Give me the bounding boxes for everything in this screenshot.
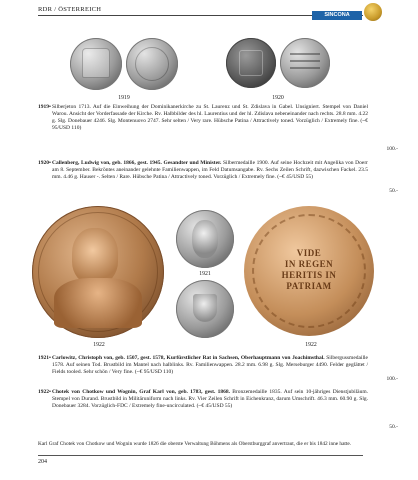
- page-number: 204: [38, 459, 47, 465]
- medal-1921-reverse: [176, 280, 234, 338]
- lot-1922: [38, 389, 398, 430]
- lot-number: 1920•: [38, 160, 51, 166]
- lot-description: Silberjeton 1713. Auf die Einweihung der Dominikanerkirche zu St. Laurenz und St. Zdislava in Gabel. Unsigniert. Stempel von Daniel Warou. Ansicht der Vorderfassade der Kirche. Rv. Halbbilder des hl. Laurentius und der hl. Zdislava nebeneinander nach rechts. 28.8 mm. 4.22 g. Slg. Donebauer 4246. Slg. Montenuovo 2747. Sehr selten / Very rare. Hübsche Patina / Attractively toned. Vorzüglich / Extremely fine. (~€ 95/USD 110): [52, 104, 368, 132]
- coin-1919-obverse: [70, 38, 122, 90]
- coat-of-arms-icon: [193, 294, 217, 322]
- lot-number: 1919•: [38, 104, 51, 110]
- medal-inscription: VIDE IN REGEN HERITIS IN PATRIAM: [281, 248, 337, 291]
- coin-1919-reverse: [126, 38, 178, 90]
- lot-1919: [38, 104, 398, 152]
- lot-1921: [38, 355, 398, 382]
- caption-1922-left: 1922: [93, 342, 105, 348]
- page-header: [0, 0, 418, 22]
- caption-1920: 1920: [272, 95, 284, 101]
- medal-1922-reverse: [244, 206, 374, 336]
- caption-1922-right: 1922: [305, 342, 317, 348]
- medal-1921-obverse: [176, 210, 234, 268]
- coin-1920-obverse: [226, 38, 276, 88]
- caption-1919: 1919: [118, 95, 130, 101]
- lot-title: Carlowitz, Christoph von, geb. 1507, gest. 1578, Kurfürstlicher Rat in Sachsen, Oberhauptmann von Joachimsthal.: [52, 355, 325, 361]
- lot-number: 1921•: [38, 355, 51, 361]
- portrait-head: [72, 228, 118, 284]
- lot-price: 100.-: [386, 146, 398, 152]
- caption-1921: 1921: [199, 271, 211, 277]
- lot-1920: [38, 160, 398, 194]
- lot-description: Silbermedaille 1900. Auf seine Hochzeit mit Angelika von Doerr am 8. September. Bekröntes aneinander gelehnte Familienwappen, im Feld Datumsangabe. Rv. Sechs Zeilen Schrift, dazwischen Fackel. 23.5 mm. 4.46 g. Hauser -. Selten / Rare. Hübsche Patina / Attractively toned. Vorzüglich / Extremely fine. (~€ 45/USD 55): [52, 160, 369, 181]
- lot-description: Silbergussmedaille 1578. Auf seinen Tod. Brustbild im Mantel nach halblinks. Rv. Familienwappen. 28.2 mm. 6.98 g. Slg. Merseburger 4490. Felder geglättet / Fields tooled. Sehr schön / Very fine. (~€ 95/USD 110): [52, 355, 368, 376]
- portrait-bust: [54, 278, 142, 328]
- lot-price: 100.-: [386, 376, 398, 382]
- lot-title: Callenberg, Ludwig von, geb. 1866, gest. 1945. Gesandter und Minister.: [52, 160, 222, 166]
- section-title: RDR / ÖSTERREICH: [38, 6, 102, 13]
- coin-1920-reverse: [280, 38, 330, 88]
- footer-rule: [38, 455, 363, 456]
- medal-1922-obverse: [32, 206, 164, 338]
- lot-price: 50.-: [389, 424, 398, 430]
- gold-coin-icon: [364, 3, 382, 21]
- lot-description: Bronzemedaille 1835. Auf sein 10-jähriges Dienstjubiläum. Stempel von Durand. Brustbild in Militäruniform nach links. Rv. Vier Zeilen Schrift in Eichenkranz, darum Umschrift. 46.3 mm. 60.90 g. Slg. Donebauer 3284. Vorzüglich-FDC / Extremely fine-uncirculated. (~€ 45/USD 55): [52, 389, 368, 410]
- lot-note: Karl Graf Chotek von Chotkow und Wognin wurde 1826 die oberste Verwaltung Böhmens als Oberstburggraf anvertraut, die er bis 1842 inne hatte.: [38, 441, 352, 447]
- brand-logo: SINCONA: [312, 11, 362, 20]
- lot-number: 1922•: [38, 389, 51, 395]
- lot-title: Chotek von Chotkow und Wognin, Graf Karl von, geb. 1783, gest. 1868.: [52, 389, 231, 395]
- lot-price: 50.-: [389, 188, 398, 194]
